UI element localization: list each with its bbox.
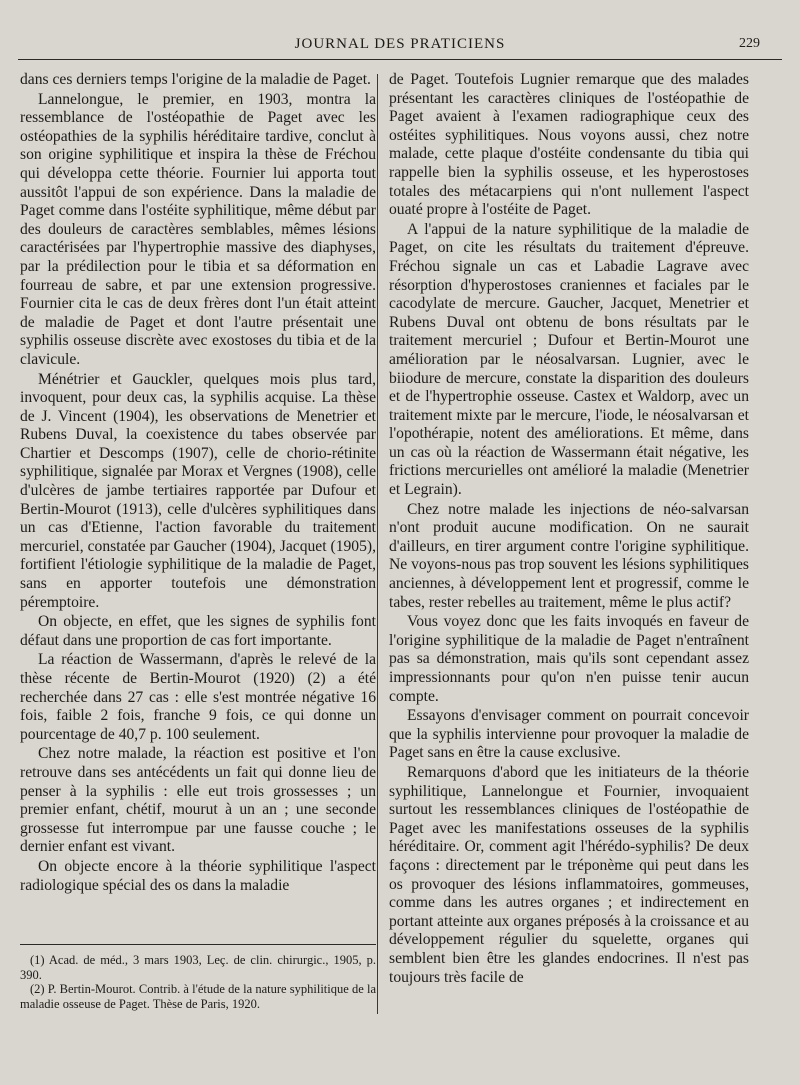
footnote: (2) P. Bertin-Mourot. Contrib. à l'étude de la nature syphilitique de la maladie osseuse de Paget. Thèse de Paris, 1920. — [20, 982, 376, 1011]
paragraph: La réaction de Wassermann, d'après le relevé de la thèse récente de Bertin-Mourot (1920) (2) a été recherchée dans 27 cas : elle s'est montrée négative 16 fois, faible 2 fois, franche 9 fois, ce qui donne un pourcentage de 40,7 p. 100 seulement. — [20, 651, 376, 743]
paragraph: Lannelongue, le premier, en 1903, montra la ressemblance de l'ostéopathie de Paget avec les ostéopathies de la syphilis héréditaire tardive, conclut à son origine syphilitique et inspira la thèse de Fréchou qui développa cette théorie. Fournier lui apporta tout aussitôt l'appui de son expérience. Dans la maladie de Paget comme dans l'ostéite syphilitique, même début par des douleurs de caractères semblables, mêmes lésions caractérisées par l'hypertrophie massive des diaphyses, par la prédilection pour le tibia et sa déformation en fourreau de sabre, et par une extension progressive. Fournier cita le cas de deux frères dont l'un était atteint de maladie de Paget et dont l'autre présentait une syphilis osseuse discrète avec exostoses du tibia et de la clavicule. — [20, 90, 376, 368]
paragraph: On objecte encore à la théorie syphilitique l'aspect radiologique spécial des os dans la maladie — [20, 857, 376, 894]
paragraph: dans ces derniers temps l'origine de la maladie de Paget. — [20, 71, 371, 88]
paragraph: Vous voyez donc que les faits invoqués en faveur de l'origine syphilitique de la maladie de Paget n'entraînent pas sa démonstration, mais qu'ils sont cependant assez impressionnants pour qu'on n'en puisse tenir aucun compte. — [389, 613, 749, 705]
paragraph: Remarquons d'abord que les initiateurs de la théorie syphilitique, Lannelongue et Fournier, invoquaient surtout les ressemblances cliniques de l'ostéopathie de Paget avec les manifestations osseuses de la syphilis héréditaire. Or, comment agit l'hérédo-syphilis? De deux façons : directement par le tréponème qui peut dans les os provoquer des lésions inflammatoires, gommeuses, comme dans les autres organes ; et indirectement en portant atteinte aux organes préposés à la croissance et au développement régulier du squelette, organes qui semblent bien être les glandes endocrines. Il n'est pas toujours très facile de — [389, 763, 749, 986]
paragraph: On objecte, en effet, que les signes de syphilis font défaut dans une proportion de cas fort importante. — [20, 613, 376, 649]
column-divider — [377, 74, 378, 1014]
paragraph: Ménétrier et Gauckler, quelques mois plus tard, invoquent, pour deux cas, la syphilis acquise. La thèse de J. Vincent (1904), les observations de Menetrier et Rubens Duval, la coexistence du tabes observée par Chartier et Descomps (1907), celle de chorio-rétinite syphilitique, signalée par Morax et Vergnes (1908), celle d'ulcères de jambe tertiaires rapportée par Dufour et Bertin-Mourot (1913), celle d'ulcères syphilitiques dans un cas d'Etienne, l'action favorable du traitement mercuriel, constatée par Gaucher (1904), Jacquet (1905), fortifient l'étiologie syphilitique de la maladie de Paget, sans en apporter toutefois une démonstration péremptoire. — [20, 370, 376, 611]
paragraph: de Paget. Toutefois Lugnier remarque que des malades présentant les caractères cliniques de l'ostéopathie de Paget avaient à l'examen radiographique ceux des ostéites syphilitiques. Nous voyons aussi, chez notre malade, cette plaque d'ostéite condensante du tibia qui rappelle bien la syphilis osseuse, et les hyperostoses totales des métacarpiens qui n'ont nullement l'aspect ouaté propre à l'ostéite de Paget. — [389, 71, 749, 219]
paragraph: A l'appui de la nature syphilitique de la maladie de Paget, on cite les résultats du traitement d'épreuve. Fréchou signale un cas et Labadie Lagrave avec résorption d'hyperostoses craniennes et faciales par le cacodylate de mercure. Gaucher, Jacquet, Menetrier et Rubens Duval ont obtenu de bons résultats par le traitement mercuriel ; Dufour et Bertin-Mourot une amélioration par le néosalvarsan. Lugnier, avec le biiodure de mercure, constate la disparition des douleurs et de l'hypertrophie osseuse. Castex et Waldorp, avec un traitement mixte par le mercure, l'iode, le néosalvarsan et l'opothérapie, notent des améliorations. Et même, dans un cas où la réaction de Wassermann était négative, les frictions mercurielles ont amélioré la maladie (Menetrier et Legrain). — [389, 220, 749, 499]
footnote: (1) Acad. de méd., 3 mars 1903, Leç. de clin. chirurgic., 1905, p. 390. — [20, 953, 376, 982]
paragraph: Chez notre malade les injections de néo-salvarsan n'ont produit aucune modification. On ne saurait d'ailleurs, en tirer argument contre l'origine syphilitique. Ne voyons-nous pas trop souvent les lésions syphilitiques anciennes, à développement lent et progressif, comme le tabes, rester rebelles au traitement, même le plus actif? — [389, 500, 749, 611]
page-number: 229 — [739, 36, 760, 51]
paragraph: Chez notre malade, la réaction est positive et l'on retrouve dans ses antécédents un fait qui donne lieu de penser à la syphilis : elle eut trois grossesses ; un premier enfant, chétif, mourut à un an ; une seconde grossesse fut interrompue par une fausse couche ; le dernier enfant est vivant. — [20, 745, 376, 856]
page-header — [18, 34, 782, 60]
paragraph: Essayons d'envisager comment on pourrait concevoir que la syphilis intervienne pour provoquer la maladie de Paget sans en être la cause exclusive. — [389, 707, 749, 762]
right-column — [389, 71, 749, 988]
footnotes — [20, 944, 376, 1011]
header-rule — [18, 59, 782, 60]
left-column — [20, 71, 376, 896]
footnote-rule — [20, 944, 376, 945]
running-title: JOURNAL DES PRATICIENS — [294, 36, 506, 52]
